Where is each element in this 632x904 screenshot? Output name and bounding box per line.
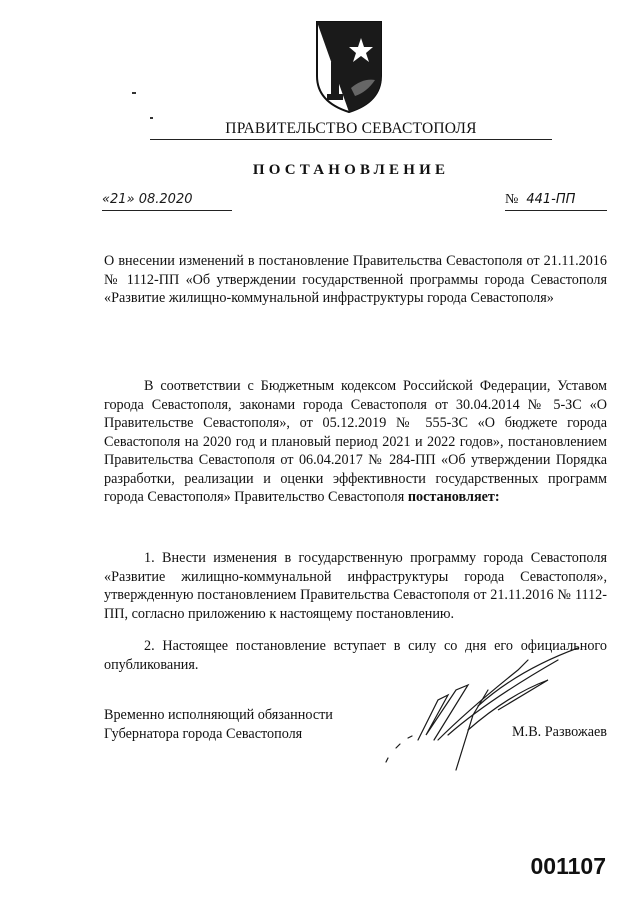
preamble-text: В соответствии с Бюджетным кодексом Российской Федерации, Уставом города Севастополя, законами города Севастополя от 30.04.2014 № 5-ЗС «О Правительстве Севастополя», от 05.12.2019 № 555-ЗС «О бюджете города Севастополя на 2020 год и плановый период 2021 и 2022 годов», постановлением Правительства Севастополя от 06.04.2017 № 284-ПП «Об утверждении Порядка разработки, реализации и оценки эффективности государственных программ города Севастополя» Правительство Севастополя — [104, 378, 607, 505]
decision-item-1: 1. Внести изменения в государственную программу города Севастополя «Развитие жилищно-коммунальной инфраструктуры города Севастополя», утвержденную постановлением Правительства Севастополя от 21.11.2016 № 1112-ПП, согласно приложению к настоящему постановлению. — [104, 550, 607, 622]
scan-speck — [132, 92, 136, 94]
preamble-paragraph — [104, 377, 607, 507]
organization-title: ПРАВИТЕЛЬСТВО СЕВАСТОПОЛЯ — [150, 120, 552, 140]
date-day: 21 — [110, 192, 127, 207]
signer-position-line-1: Временно исполняющий обязанности — [104, 707, 333, 723]
preamble-keyword: постановляет: — [407, 489, 500, 505]
number-sign: № — [505, 192, 519, 207]
number-value: 441-ПП — [526, 192, 576, 207]
city-emblem-icon — [311, 18, 387, 114]
document-number — [505, 190, 607, 211]
document-title-text: О внесении изменений в постановление Правительства Севастополя от 21.11.2016 № 1112-ПП «Об утверждении государственной программы города Севастополя «Развитие жилищно-коммунальной инфраструктуры города Севастополя» — [104, 253, 607, 306]
signer-name: М.В. Развожаев — [512, 724, 607, 740]
document-type-heading: ПОСТАНОВЛЕНИЕ — [252, 162, 450, 178]
scan-speck — [150, 117, 153, 119]
signer-position-line-2: Губернатора города Севастополя — [104, 725, 303, 742]
signer-position — [104, 706, 404, 743]
decision-item-2: 2. Настоящее постановление вступает в силу со дня его официального опубликования. — [104, 638, 607, 673]
document-date: «21» 08.2020 — [102, 190, 232, 211]
handwritten-signature — [378, 640, 578, 780]
registration-number: 001107 — [530, 853, 606, 879]
